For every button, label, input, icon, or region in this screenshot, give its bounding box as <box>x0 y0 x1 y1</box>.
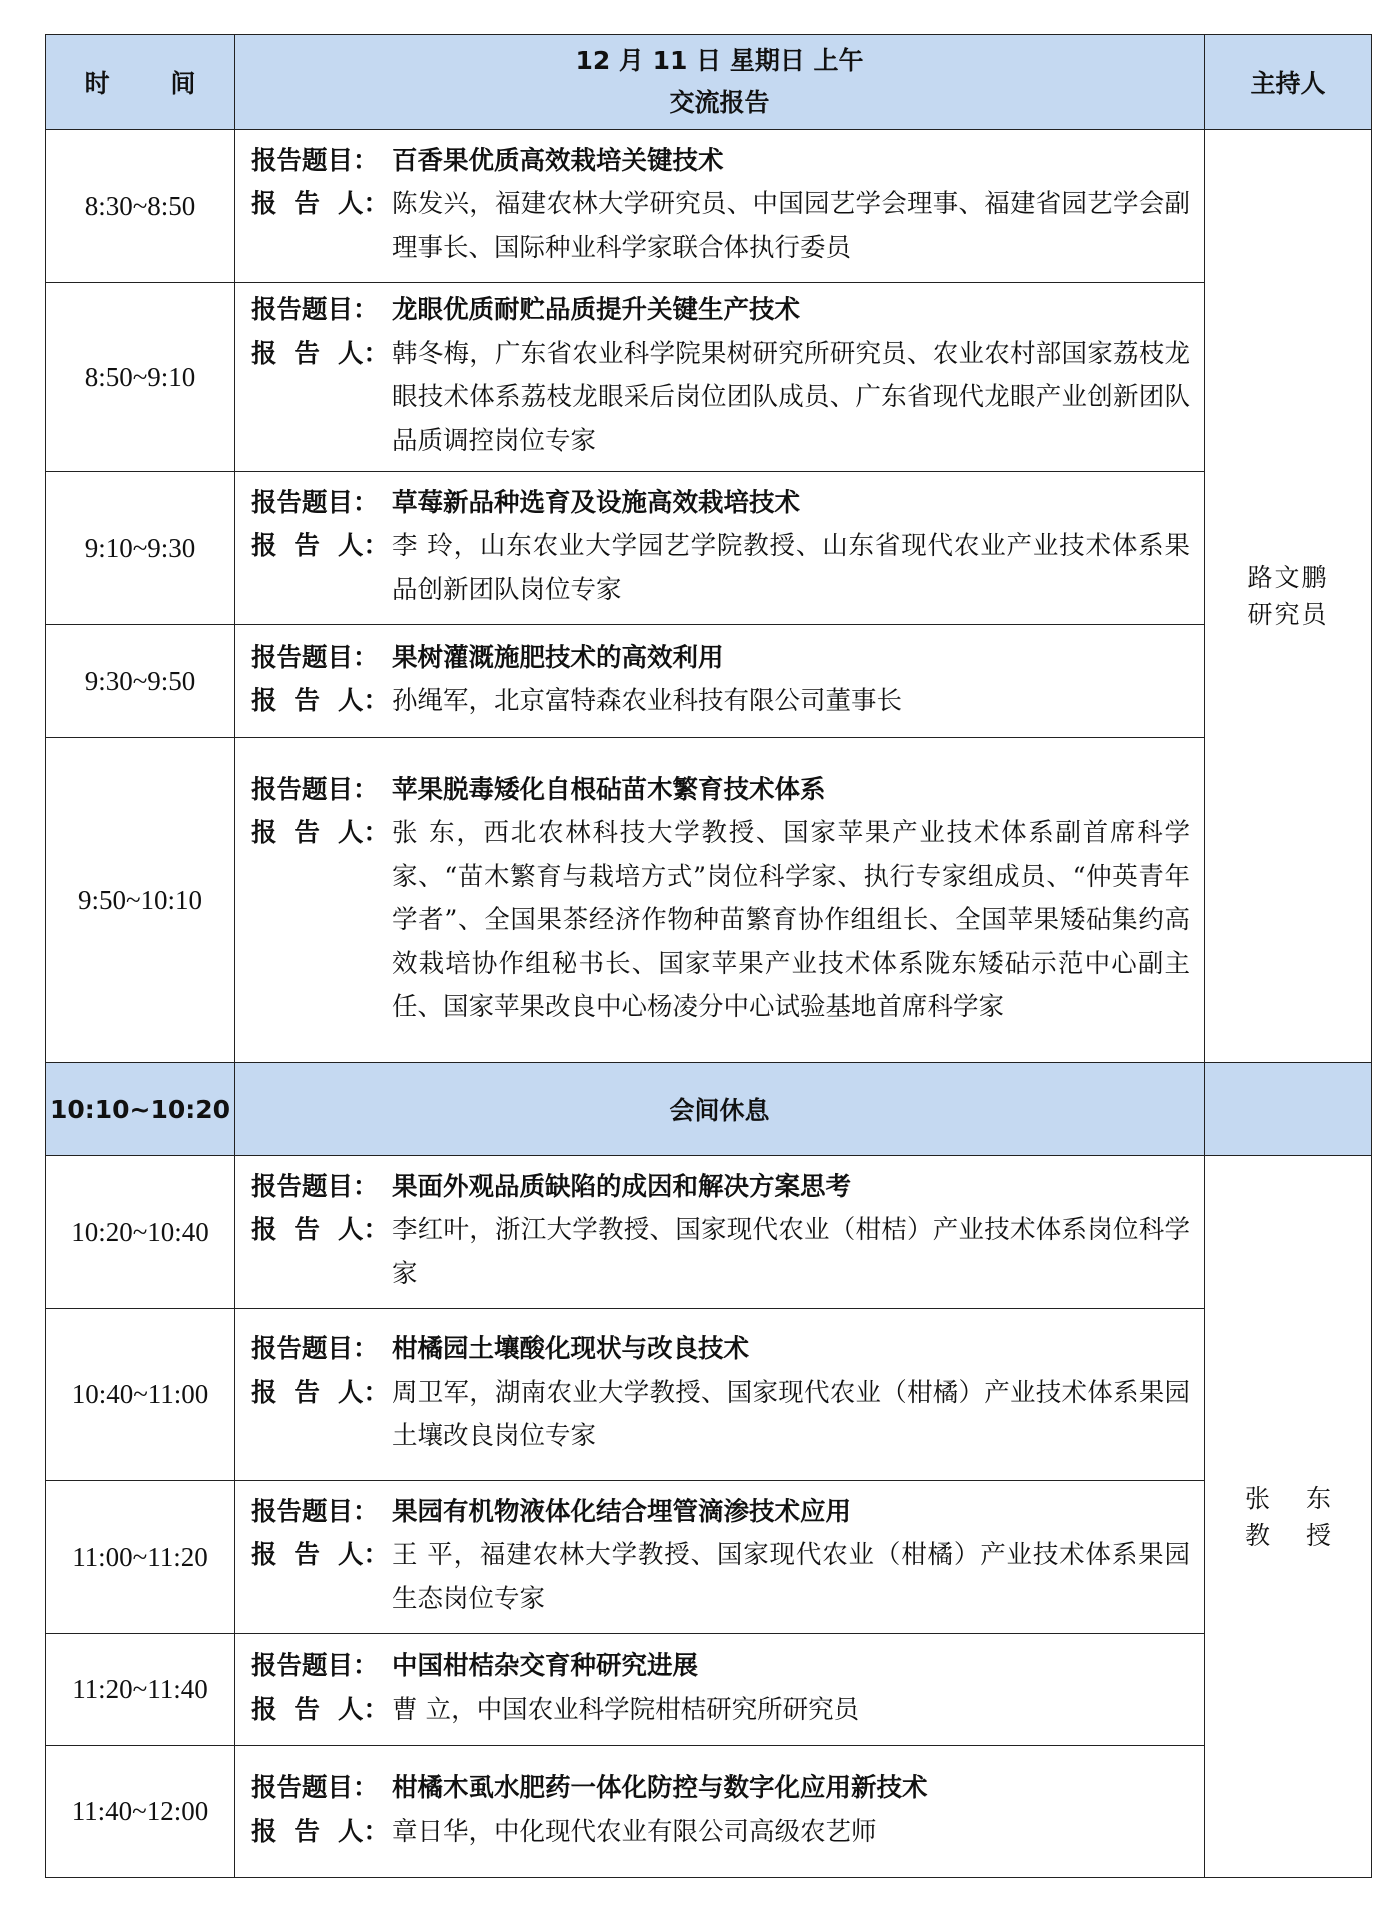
time-column-header: 时 间 <box>84 69 222 98</box>
talk-topic: 果面外观品质缺陷的成因和解决方案思考 <box>392 1171 852 1202</box>
topic-label: 报告题目： <box>251 774 379 805</box>
host-name: 张 东 <box>1245 1483 1345 1513</box>
talk-details <box>235 738 1205 1063</box>
talk-row <box>46 1156 1372 1309</box>
talk-time: 8:30~8:50 <box>46 130 235 283</box>
talk-time: 9:30~9:50 <box>46 625 235 738</box>
talk-row <box>46 283 1372 472</box>
speaker-label: 报告人： <box>251 818 390 848</box>
talk-speaker: 王 平，福建农林大学教授、国家现代农业（柑橘）产业技术体系果园生态岗位专家 <box>392 1540 1190 1614</box>
speaker-label: 报告人： <box>251 531 390 562</box>
talk-speaker: 李红叶，浙江大学教授、国家现代农业（柑桔）产业技术体系岗位科学家 <box>392 1215 1190 1289</box>
host-name: 路文鹏 <box>1247 563 1329 592</box>
talk-speaker: 韩冬梅，广东省农业科学院果树研究所研究员、农业农村部国家荔枝龙眼技术体系荔枝龙眼采后岗位团队成员、广东省现代龙眼产业创新团队品质调控岗位专家 <box>392 338 1190 456</box>
session-title: 交流报告 <box>669 88 770 117</box>
topic-label: 报告题目： <box>251 1773 379 1803</box>
talk-topic: 龙眼优质耐贮品质提升关键生产技术 <box>392 295 801 325</box>
session-header <box>235 35 1205 130</box>
topic-label: 报告题目： <box>251 1496 379 1527</box>
talk-speaker: 孙绳军，北京富特森农业科技有限公司董事长 <box>392 686 903 716</box>
speaker-label: 报告人： <box>251 1377 390 1408</box>
topic-label: 报告题目： <box>251 1651 379 1681</box>
talk-row <box>46 1309 1372 1481</box>
topic-label: 报告题目： <box>251 1334 379 1365</box>
talk-details <box>235 1156 1205 1309</box>
talk-row <box>46 130 1372 283</box>
topic-label: 报告题目： <box>251 487 379 518</box>
topic-label: 报告题目： <box>251 295 379 325</box>
talk-speaker: 李 玲，山东农业大学园艺学院教授、山东省现代农业产业技术体系果品创新团队岗位专家 <box>392 531 1190 605</box>
talk-time: 8:50~9:10 <box>46 283 235 472</box>
speaker-label: 报告人： <box>251 338 390 369</box>
talk-topic: 柑橘园土壤酸化现状与改良技术 <box>392 1334 750 1365</box>
talk-topic: 果园有机物液体化结合埋管滴渗技术应用 <box>392 1496 852 1527</box>
topic-label: 报告题目： <box>251 642 379 673</box>
topic-label: 报告题目： <box>251 1171 379 1202</box>
speaker-label: 报告人： <box>251 1540 390 1571</box>
session2-host <box>1205 1156 1372 1878</box>
talk-speaker: 章日华，中化现代农业有限公司高级农艺师 <box>392 1816 877 1847</box>
talk-topic: 苹果脱毒矮化自根砧苗木繁育技术体系 <box>392 774 826 805</box>
schedule-table <box>45 34 1372 1878</box>
break-time: 10:10~10:20 <box>46 1063 235 1156</box>
talk-row <box>46 472 1372 625</box>
talk-details <box>235 283 1205 472</box>
talk-time: 10:40~11:00 <box>46 1309 235 1481</box>
talk-details <box>235 625 1205 738</box>
talk-topic: 中国柑桔杂交育种研究进展 <box>392 1651 699 1681</box>
session1-host <box>1205 130 1372 1063</box>
talk-time: 9:50~10:10 <box>46 738 235 1063</box>
talk-row <box>46 625 1372 738</box>
talk-topic: 草莓新品种选育及设施高效栽培技术 <box>392 487 801 518</box>
talk-speaker: 曹 立，中国农业科学院柑桔研究所研究员 <box>392 1694 860 1725</box>
speaker-label: 报告人： <box>251 1816 390 1847</box>
date-line: 12 月 11 日 星期日 上午 <box>575 46 864 75</box>
talk-row <box>46 1481 1372 1634</box>
talk-topic: 百香果优质高效栽培关键技术 <box>392 145 724 176</box>
talk-details <box>235 1481 1205 1634</box>
talk-row <box>46 1634 1372 1746</box>
talk-details <box>235 1634 1205 1746</box>
talk-speaker: 陈发兴，福建农林大学研究员、中国园艺学会理事、福建省园艺学会副理事长、国际种业科学家联合体执行委员 <box>392 189 1190 263</box>
talk-details <box>235 472 1205 625</box>
talk-time: 10:20~10:40 <box>46 1156 235 1309</box>
break-label: 会间休息 <box>235 1063 1205 1156</box>
speaker-label: 报告人： <box>251 1694 390 1725</box>
talk-topic: 果树灌溉施肥技术的高效利用 <box>392 642 724 673</box>
talk-speaker: 张 东，西北农林科技大学教授、国家苹果产业技术体系副首席科学家、“苗木繁育与栽培方式”岗位科学家、执行专家组成员、“仲英青年学者”、全国果茶经济作物种苗繁育协作组组长、全国苹果矮砧集约高效栽培协作组秘书长、国家苹果产业技术体系陇东矮砧示范中心副主任、国家苹果改良中心杨凌分中心试验基地首席科学家 <box>392 818 1190 1022</box>
talk-row <box>46 738 1372 1063</box>
topic-label: 报告题目： <box>251 145 379 176</box>
talk-time: 11:20~11:40 <box>46 1634 235 1746</box>
speaker-label: 报告人： <box>251 686 390 716</box>
talk-details <box>235 1746 1205 1878</box>
talk-row <box>46 1746 1372 1878</box>
talk-details <box>235 1309 1205 1481</box>
break-row <box>46 1063 1372 1156</box>
talk-time: 9:10~9:30 <box>46 472 235 625</box>
host-column-header: 主持人 <box>1205 35 1372 130</box>
talk-topic: 柑橘木虱水肥药一体化防控与数字化应用新技术 <box>392 1773 928 1803</box>
speaker-label: 报告人： <box>251 1215 390 1246</box>
talk-time: 11:00~11:20 <box>46 1481 235 1634</box>
break-host-empty <box>1205 1063 1372 1156</box>
talk-time: 11:40~12:00 <box>46 1746 235 1878</box>
speaker-label: 报告人： <box>251 189 390 220</box>
host-title: 教 授 <box>1245 1520 1345 1550</box>
host-title: 研究员 <box>1247 600 1329 629</box>
talk-details <box>235 130 1205 283</box>
header-row <box>46 35 1372 130</box>
talk-speaker: 周卫军，湖南农业大学教授、国家现代农业（柑橘）产业技术体系果园土壤改良岗位专家 <box>392 1377 1190 1452</box>
